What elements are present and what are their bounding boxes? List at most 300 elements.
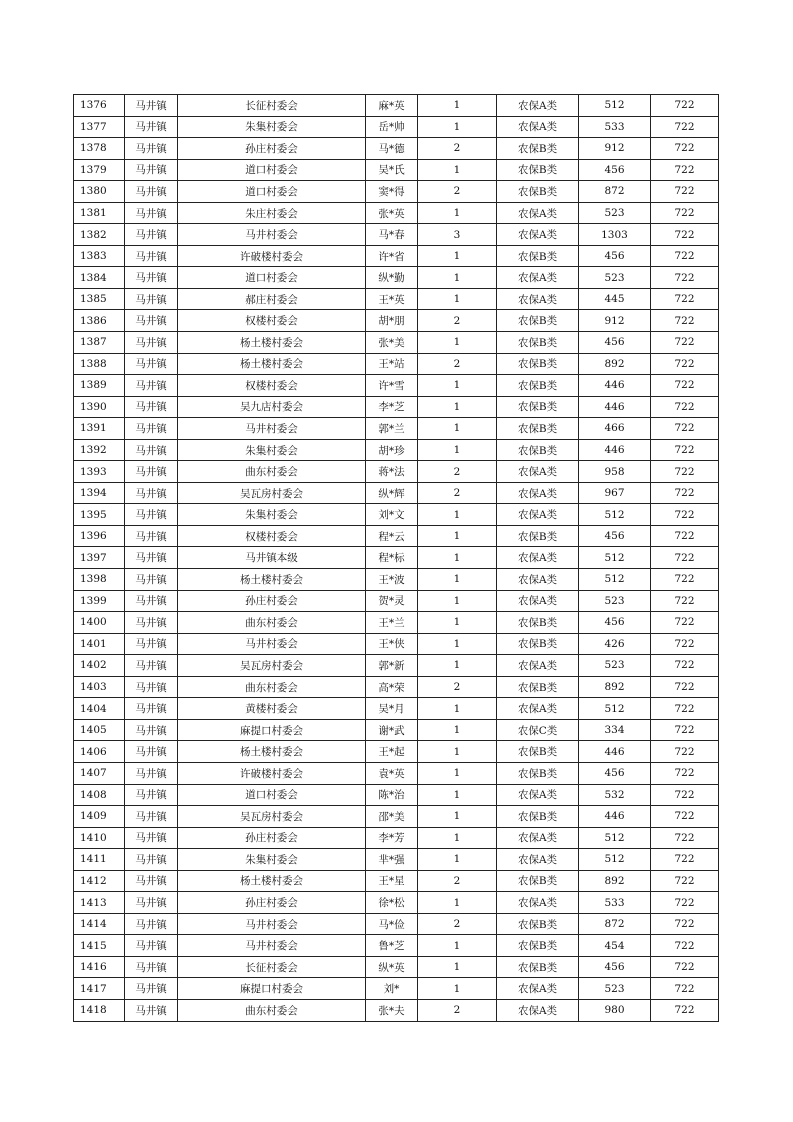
standard-cell: 722 bbox=[651, 978, 719, 1000]
category-cell: 农保A类 bbox=[497, 569, 579, 591]
name-cell: 刘* bbox=[366, 978, 418, 1000]
standard-cell: 722 bbox=[651, 999, 719, 1021]
category-cell: 农保B类 bbox=[497, 676, 579, 698]
amount-cell: 456 bbox=[579, 762, 651, 784]
row-number-cell: 1402 bbox=[74, 655, 125, 677]
row-number-cell: 1410 bbox=[74, 827, 125, 849]
standard-cell: 722 bbox=[651, 310, 719, 332]
name-cell: 王*波 bbox=[366, 569, 418, 591]
village-committee-cell: 道口村委会 bbox=[178, 181, 366, 203]
amount-cell: 967 bbox=[579, 482, 651, 504]
household-count-cell: 2 bbox=[418, 310, 497, 332]
village-committee-cell: 马井村委会 bbox=[178, 935, 366, 957]
amount-cell: 426 bbox=[579, 633, 651, 655]
village-committee-cell: 麻提口村委会 bbox=[178, 719, 366, 741]
village-committee-cell: 权楼村委会 bbox=[178, 310, 366, 332]
household-count-cell: 2 bbox=[418, 181, 497, 203]
household-count-cell: 1 bbox=[418, 590, 497, 612]
row-number-cell: 1400 bbox=[74, 612, 125, 634]
household-count-cell: 1 bbox=[418, 116, 497, 138]
amount-cell: 456 bbox=[579, 159, 651, 181]
category-cell: 农保B类 bbox=[497, 353, 579, 375]
table-row bbox=[74, 202, 719, 224]
name-cell: 纵*辉 bbox=[366, 482, 418, 504]
town-cell: 马井镇 bbox=[125, 482, 178, 504]
amount-cell: 445 bbox=[579, 288, 651, 310]
category-cell: 农保A类 bbox=[497, 288, 579, 310]
row-number-cell: 1391 bbox=[74, 418, 125, 440]
row-number-cell: 1405 bbox=[74, 719, 125, 741]
town-cell: 马井镇 bbox=[125, 224, 178, 246]
table-row bbox=[74, 655, 719, 677]
category-cell: 农保A类 bbox=[497, 849, 579, 871]
village-committee-cell: 吴瓦房村委会 bbox=[178, 482, 366, 504]
table-row bbox=[74, 827, 719, 849]
table-row bbox=[74, 935, 719, 957]
row-number-cell: 1414 bbox=[74, 913, 125, 935]
name-cell: 纵*英 bbox=[366, 956, 418, 978]
name-cell: 胡*珍 bbox=[366, 439, 418, 461]
village-committee-cell: 曲东村委会 bbox=[178, 999, 366, 1021]
village-committee-cell: 道口村委会 bbox=[178, 267, 366, 289]
amount-cell: 456 bbox=[579, 956, 651, 978]
table-row bbox=[74, 439, 719, 461]
town-cell: 马井镇 bbox=[125, 633, 178, 655]
name-cell: 王*星 bbox=[366, 870, 418, 892]
table-row bbox=[74, 116, 719, 138]
village-committee-cell: 杨土楼村委会 bbox=[178, 569, 366, 591]
standard-cell: 722 bbox=[651, 95, 719, 117]
name-cell: 谢*武 bbox=[366, 719, 418, 741]
row-number-cell: 1406 bbox=[74, 741, 125, 763]
town-cell: 马井镇 bbox=[125, 332, 178, 354]
town-cell: 马井镇 bbox=[125, 461, 178, 483]
standard-cell: 722 bbox=[651, 806, 719, 828]
table-row bbox=[74, 310, 719, 332]
category-cell: 农保B类 bbox=[497, 245, 579, 267]
category-cell: 农保C类 bbox=[497, 719, 579, 741]
name-cell: 张*美 bbox=[366, 332, 418, 354]
table-row bbox=[74, 719, 719, 741]
name-cell: 袁*英 bbox=[366, 762, 418, 784]
table-row bbox=[74, 224, 719, 246]
category-cell: 农保A类 bbox=[497, 461, 579, 483]
town-cell: 马井镇 bbox=[125, 892, 178, 914]
category-cell: 农保B类 bbox=[497, 612, 579, 634]
village-committee-cell: 朱庄村委会 bbox=[178, 202, 366, 224]
town-cell: 马井镇 bbox=[125, 310, 178, 332]
table-row bbox=[74, 806, 719, 828]
household-count-cell: 1 bbox=[418, 612, 497, 634]
household-count-cell: 1 bbox=[418, 698, 497, 720]
village-committee-cell: 郝庄村委会 bbox=[178, 288, 366, 310]
town-cell: 马井镇 bbox=[125, 353, 178, 375]
row-number-cell: 1394 bbox=[74, 482, 125, 504]
table-row bbox=[74, 698, 719, 720]
amount-cell: 446 bbox=[579, 806, 651, 828]
amount-cell: 912 bbox=[579, 138, 651, 160]
town-cell: 马井镇 bbox=[125, 569, 178, 591]
name-cell: 程*云 bbox=[366, 525, 418, 547]
household-count-cell: 1 bbox=[418, 332, 497, 354]
name-cell: 李*芝 bbox=[366, 396, 418, 418]
name-cell: 麻*英 bbox=[366, 95, 418, 117]
standard-cell: 722 bbox=[651, 784, 719, 806]
table-row bbox=[74, 418, 719, 440]
amount-cell: 533 bbox=[579, 116, 651, 138]
name-cell: 王*站 bbox=[366, 353, 418, 375]
row-number-cell: 1395 bbox=[74, 504, 125, 526]
category-cell: 农保B类 bbox=[497, 159, 579, 181]
table-row bbox=[74, 870, 719, 892]
amount-cell: 523 bbox=[579, 267, 651, 289]
name-cell: 王*侠 bbox=[366, 633, 418, 655]
standard-cell: 722 bbox=[651, 612, 719, 634]
amount-cell: 892 bbox=[579, 870, 651, 892]
category-cell: 农保A类 bbox=[497, 267, 579, 289]
village-committee-cell: 朱集村委会 bbox=[178, 504, 366, 526]
household-count-cell: 1 bbox=[418, 762, 497, 784]
table-row bbox=[74, 849, 719, 871]
standard-cell: 722 bbox=[651, 418, 719, 440]
village-committee-cell: 朱集村委会 bbox=[178, 439, 366, 461]
row-number-cell: 1377 bbox=[74, 116, 125, 138]
amount-cell: 334 bbox=[579, 719, 651, 741]
category-cell: 农保B类 bbox=[497, 870, 579, 892]
amount-cell: 466 bbox=[579, 418, 651, 440]
standard-cell: 722 bbox=[651, 633, 719, 655]
village-committee-cell: 马井村委会 bbox=[178, 633, 366, 655]
village-committee-cell: 权楼村委会 bbox=[178, 525, 366, 547]
name-cell: 王*起 bbox=[366, 741, 418, 763]
household-count-cell: 2 bbox=[418, 999, 497, 1021]
amount-cell: 980 bbox=[579, 999, 651, 1021]
row-number-cell: 1399 bbox=[74, 590, 125, 612]
village-committee-cell: 长征村委会 bbox=[178, 95, 366, 117]
table-row bbox=[74, 978, 719, 1000]
table-row bbox=[74, 784, 719, 806]
amount-cell: 912 bbox=[579, 310, 651, 332]
village-committee-cell: 吴瓦房村委会 bbox=[178, 806, 366, 828]
amount-cell: 958 bbox=[579, 461, 651, 483]
row-number-cell: 1381 bbox=[74, 202, 125, 224]
standard-cell: 722 bbox=[651, 353, 719, 375]
household-count-cell: 1 bbox=[418, 159, 497, 181]
amount-cell: 523 bbox=[579, 202, 651, 224]
village-committee-cell: 曲东村委会 bbox=[178, 612, 366, 634]
row-number-cell: 1407 bbox=[74, 762, 125, 784]
village-committee-cell: 杨土楼村委会 bbox=[178, 332, 366, 354]
category-cell: 农保B类 bbox=[497, 396, 579, 418]
category-cell: 农保B类 bbox=[497, 913, 579, 935]
row-number-cell: 1403 bbox=[74, 676, 125, 698]
name-cell: 张*英 bbox=[366, 202, 418, 224]
standard-cell: 722 bbox=[651, 396, 719, 418]
category-cell: 农保B类 bbox=[497, 332, 579, 354]
household-count-cell: 1 bbox=[418, 719, 497, 741]
village-committee-cell: 孙庄村委会 bbox=[178, 892, 366, 914]
town-cell: 马井镇 bbox=[125, 762, 178, 784]
household-count-cell: 1 bbox=[418, 935, 497, 957]
household-count-cell: 1 bbox=[418, 827, 497, 849]
category-cell: 农保B类 bbox=[497, 138, 579, 160]
table-row bbox=[74, 482, 719, 504]
name-cell: 马*春 bbox=[366, 224, 418, 246]
town-cell: 马井镇 bbox=[125, 525, 178, 547]
town-cell: 马井镇 bbox=[125, 784, 178, 806]
standard-cell: 722 bbox=[651, 159, 719, 181]
standard-cell: 722 bbox=[651, 569, 719, 591]
village-committee-cell: 马井村委会 bbox=[178, 913, 366, 935]
household-count-cell: 1 bbox=[418, 655, 497, 677]
row-number-cell: 1404 bbox=[74, 698, 125, 720]
category-cell: 农保A类 bbox=[497, 482, 579, 504]
row-number-cell: 1386 bbox=[74, 310, 125, 332]
row-number-cell: 1387 bbox=[74, 332, 125, 354]
town-cell: 马井镇 bbox=[125, 202, 178, 224]
village-committee-cell: 孙庄村委会 bbox=[178, 827, 366, 849]
amount-cell: 446 bbox=[579, 375, 651, 397]
table-body bbox=[74, 95, 719, 1022]
town-cell: 马井镇 bbox=[125, 181, 178, 203]
town-cell: 马井镇 bbox=[125, 116, 178, 138]
village-committee-cell: 黄楼村委会 bbox=[178, 698, 366, 720]
row-number-cell: 1380 bbox=[74, 181, 125, 203]
category-cell: 农保B类 bbox=[497, 375, 579, 397]
category-cell: 农保A类 bbox=[497, 504, 579, 526]
standard-cell: 722 bbox=[651, 288, 719, 310]
amount-cell: 512 bbox=[579, 569, 651, 591]
amount-cell: 456 bbox=[579, 332, 651, 354]
amount-cell: 512 bbox=[579, 827, 651, 849]
standard-cell: 722 bbox=[651, 267, 719, 289]
amount-cell: 872 bbox=[579, 181, 651, 203]
household-count-cell: 1 bbox=[418, 439, 497, 461]
town-cell: 马井镇 bbox=[125, 935, 178, 957]
category-cell: 农保A类 bbox=[497, 224, 579, 246]
table-row bbox=[74, 525, 719, 547]
name-cell: 纵*勤 bbox=[366, 267, 418, 289]
household-count-cell: 1 bbox=[418, 978, 497, 1000]
town-cell: 马井镇 bbox=[125, 849, 178, 871]
name-cell: 芈*强 bbox=[366, 849, 418, 871]
town-cell: 马井镇 bbox=[125, 288, 178, 310]
household-count-cell: 1 bbox=[418, 267, 497, 289]
category-cell: 农保A类 bbox=[497, 698, 579, 720]
amount-cell: 454 bbox=[579, 935, 651, 957]
name-cell: 徐*松 bbox=[366, 892, 418, 914]
category-cell: 农保A类 bbox=[497, 655, 579, 677]
household-count-cell: 1 bbox=[418, 396, 497, 418]
standard-cell: 722 bbox=[651, 590, 719, 612]
table-row bbox=[74, 353, 719, 375]
name-cell: 马*德 bbox=[366, 138, 418, 160]
category-cell: 农保B类 bbox=[497, 525, 579, 547]
town-cell: 马井镇 bbox=[125, 978, 178, 1000]
row-number-cell: 1389 bbox=[74, 375, 125, 397]
category-cell: 农保B类 bbox=[497, 762, 579, 784]
name-cell: 李*芳 bbox=[366, 827, 418, 849]
village-committee-cell: 杨土楼村委会 bbox=[178, 353, 366, 375]
row-number-cell: 1393 bbox=[74, 461, 125, 483]
household-count-cell: 2 bbox=[418, 138, 497, 160]
standard-cell: 722 bbox=[651, 676, 719, 698]
town-cell: 马井镇 bbox=[125, 719, 178, 741]
village-committee-cell: 朱集村委会 bbox=[178, 849, 366, 871]
village-committee-cell: 马井村委会 bbox=[178, 418, 366, 440]
category-cell: 农保B类 bbox=[497, 439, 579, 461]
household-count-cell: 1 bbox=[418, 245, 497, 267]
amount-cell: 446 bbox=[579, 396, 651, 418]
town-cell: 马井镇 bbox=[125, 418, 178, 440]
category-cell: 农保B类 bbox=[497, 741, 579, 763]
household-count-cell: 3 bbox=[418, 224, 497, 246]
amount-cell: 512 bbox=[579, 95, 651, 117]
household-count-cell: 1 bbox=[418, 202, 497, 224]
village-committee-cell: 马井镇本级 bbox=[178, 547, 366, 569]
standard-cell: 722 bbox=[651, 892, 719, 914]
village-committee-cell: 曲东村委会 bbox=[178, 461, 366, 483]
category-cell: 农保A类 bbox=[497, 784, 579, 806]
row-number-cell: 1388 bbox=[74, 353, 125, 375]
amount-cell: 523 bbox=[579, 590, 651, 612]
name-cell: 胡*朋 bbox=[366, 310, 418, 332]
category-cell: 农保A类 bbox=[497, 892, 579, 914]
standard-cell: 722 bbox=[651, 849, 719, 871]
amount-cell: 512 bbox=[579, 504, 651, 526]
row-number-cell: 1418 bbox=[74, 999, 125, 1021]
row-number-cell: 1408 bbox=[74, 784, 125, 806]
benefit-table bbox=[73, 94, 719, 1022]
town-cell: 马井镇 bbox=[125, 396, 178, 418]
table-row bbox=[74, 95, 719, 117]
town-cell: 马井镇 bbox=[125, 245, 178, 267]
table-row bbox=[74, 590, 719, 612]
name-cell: 贺*灵 bbox=[366, 590, 418, 612]
household-count-cell: 1 bbox=[418, 504, 497, 526]
row-number-cell: 1379 bbox=[74, 159, 125, 181]
table-row bbox=[74, 569, 719, 591]
town-cell: 马井镇 bbox=[125, 956, 178, 978]
standard-cell: 722 bbox=[651, 870, 719, 892]
category-cell: 农保B类 bbox=[497, 310, 579, 332]
table-row bbox=[74, 504, 719, 526]
table-row bbox=[74, 999, 719, 1021]
table-row bbox=[74, 956, 719, 978]
standard-cell: 722 bbox=[651, 719, 719, 741]
table-row bbox=[74, 547, 719, 569]
row-number-cell: 1382 bbox=[74, 224, 125, 246]
name-cell: 吴*氏 bbox=[366, 159, 418, 181]
row-number-cell: 1376 bbox=[74, 95, 125, 117]
household-count-cell: 1 bbox=[418, 784, 497, 806]
standard-cell: 722 bbox=[651, 956, 719, 978]
standard-cell: 722 bbox=[651, 525, 719, 547]
row-number-cell: 1412 bbox=[74, 870, 125, 892]
standard-cell: 722 bbox=[651, 698, 719, 720]
town-cell: 马井镇 bbox=[125, 827, 178, 849]
name-cell: 郭*新 bbox=[366, 655, 418, 677]
category-cell: 农保A类 bbox=[497, 202, 579, 224]
amount-cell: 512 bbox=[579, 547, 651, 569]
name-cell: 程*标 bbox=[366, 547, 418, 569]
table-row bbox=[74, 396, 719, 418]
row-number-cell: 1392 bbox=[74, 439, 125, 461]
standard-cell: 722 bbox=[651, 504, 719, 526]
village-committee-cell: 孙庄村委会 bbox=[178, 138, 366, 160]
town-cell: 马井镇 bbox=[125, 806, 178, 828]
category-cell: 农保B类 bbox=[497, 181, 579, 203]
table-row bbox=[74, 159, 719, 181]
category-cell: 农保A类 bbox=[497, 116, 579, 138]
town-cell: 马井镇 bbox=[125, 159, 178, 181]
village-committee-cell: 朱集村委会 bbox=[178, 116, 366, 138]
standard-cell: 722 bbox=[651, 461, 719, 483]
village-committee-cell: 权楼村委会 bbox=[178, 375, 366, 397]
table-row bbox=[74, 913, 719, 935]
table-row bbox=[74, 612, 719, 634]
household-count-cell: 1 bbox=[418, 806, 497, 828]
standard-cell: 722 bbox=[651, 827, 719, 849]
standard-cell: 722 bbox=[651, 181, 719, 203]
town-cell: 马井镇 bbox=[125, 267, 178, 289]
amount-cell: 446 bbox=[579, 439, 651, 461]
household-count-cell: 1 bbox=[418, 418, 497, 440]
household-count-cell: 2 bbox=[418, 482, 497, 504]
table-row bbox=[74, 741, 719, 763]
village-committee-cell: 麻提口村委会 bbox=[178, 978, 366, 1000]
town-cell: 马井镇 bbox=[125, 999, 178, 1021]
town-cell: 马井镇 bbox=[125, 439, 178, 461]
amount-cell: 512 bbox=[579, 849, 651, 871]
amount-cell: 892 bbox=[579, 676, 651, 698]
standard-cell: 722 bbox=[651, 245, 719, 267]
name-cell: 王*兰 bbox=[366, 612, 418, 634]
household-count-cell: 2 bbox=[418, 461, 497, 483]
household-count-cell: 1 bbox=[418, 892, 497, 914]
village-committee-cell: 马井村委会 bbox=[178, 224, 366, 246]
town-cell: 马井镇 bbox=[125, 698, 178, 720]
name-cell: 吴*月 bbox=[366, 698, 418, 720]
name-cell: 鲁*芝 bbox=[366, 935, 418, 957]
category-cell: 农保B类 bbox=[497, 935, 579, 957]
category-cell: 农保A类 bbox=[497, 95, 579, 117]
household-count-cell: 2 bbox=[418, 913, 497, 935]
amount-cell: 446 bbox=[579, 741, 651, 763]
category-cell: 农保B类 bbox=[497, 956, 579, 978]
row-number-cell: 1417 bbox=[74, 978, 125, 1000]
amount-cell: 456 bbox=[579, 245, 651, 267]
standard-cell: 722 bbox=[651, 482, 719, 504]
category-cell: 农保A类 bbox=[497, 999, 579, 1021]
village-committee-cell: 道口村委会 bbox=[178, 784, 366, 806]
amount-cell: 523 bbox=[579, 655, 651, 677]
row-number-cell: 1390 bbox=[74, 396, 125, 418]
town-cell: 马井镇 bbox=[125, 138, 178, 160]
amount-cell: 892 bbox=[579, 353, 651, 375]
category-cell: 农保B类 bbox=[497, 418, 579, 440]
village-committee-cell: 曲东村委会 bbox=[178, 676, 366, 698]
row-number-cell: 1383 bbox=[74, 245, 125, 267]
table-row bbox=[74, 633, 719, 655]
row-number-cell: 1398 bbox=[74, 569, 125, 591]
row-number-cell: 1411 bbox=[74, 849, 125, 871]
name-cell: 蒋*法 bbox=[366, 461, 418, 483]
name-cell: 岳*帅 bbox=[366, 116, 418, 138]
standard-cell: 722 bbox=[651, 935, 719, 957]
village-committee-cell: 杨土楼村委会 bbox=[178, 870, 366, 892]
amount-cell: 1303 bbox=[579, 224, 651, 246]
